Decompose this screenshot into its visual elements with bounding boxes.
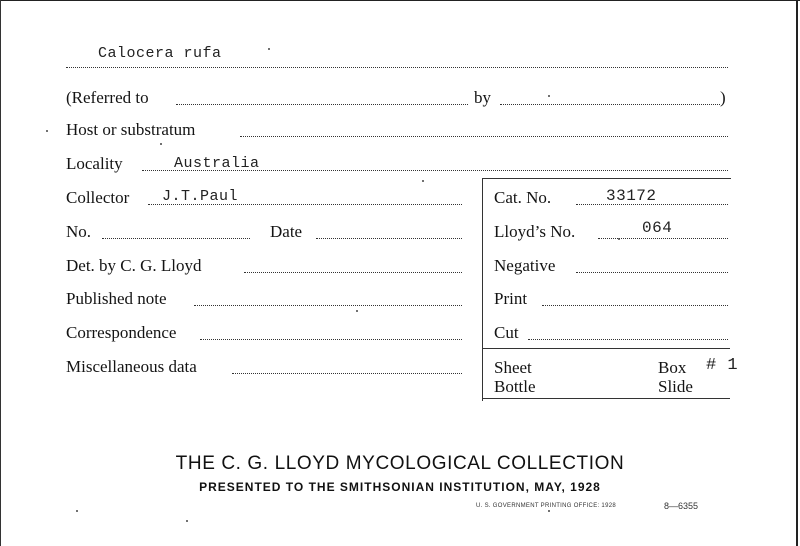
referred-to-label: (Referred to [66, 88, 149, 107]
collection-title: THE C. G. LLOYD MYCOLOGICAL COLLECTION [175, 453, 625, 474]
catalog-box-divider [482, 348, 730, 349]
cut-line [528, 339, 728, 340]
misc-data-line [232, 373, 462, 374]
host-line [240, 136, 728, 137]
misc-data-label: Miscellaneous data [66, 357, 197, 376]
print-line [542, 305, 728, 306]
printer-imprint: U. S. GOVERNMENT PRINTING OFFICE: 1928 [476, 503, 616, 509]
no-line [102, 238, 250, 239]
scan-speck [160, 143, 162, 145]
print-label: Print [494, 289, 528, 308]
det-by-line [244, 272, 462, 273]
collector-label: Collector [66, 188, 130, 207]
bottle-label: Bottle [494, 377, 536, 396]
close-paren: ) [720, 88, 726, 107]
referred-to-line [176, 104, 468, 105]
lloyds-no-label: Lloyd’s No. [494, 222, 576, 241]
scan-speck [548, 95, 550, 97]
no-label: No. [66, 222, 92, 241]
scan-speck [46, 130, 48, 132]
box-label: Box [658, 358, 687, 377]
negative-line [576, 272, 728, 273]
det-by-label: Det. by C. G. Lloyd [66, 256, 202, 275]
species-name: Calocera rufa [98, 45, 222, 62]
published-note-label: Published note [66, 289, 167, 308]
scan-speck [356, 310, 358, 312]
scan-speck [76, 510, 78, 512]
locality-label: Locality [66, 154, 123, 173]
correspondence-label: Correspondence [66, 323, 177, 342]
catalog-box-bottom [482, 398, 730, 399]
by-label: by [474, 88, 491, 107]
date-label: Date [270, 222, 303, 241]
box-value: # 1 [706, 356, 739, 375]
negative-label: Negative [494, 256, 556, 275]
card-top-edge [0, 0, 800, 1]
scan-speck [422, 180, 424, 182]
date-line [316, 238, 462, 239]
cat-no-value: 33172 [606, 187, 657, 205]
scan-speck [186, 520, 188, 522]
lloyds-no-value: 064 [642, 219, 673, 237]
species-line [66, 67, 728, 68]
collector-value: J.T.Paul [162, 188, 239, 205]
sheet-label: Sheet [494, 358, 532, 377]
cat-no-label: Cat. No. [494, 188, 552, 207]
form-number: 8—6355 [664, 501, 699, 511]
scan-speck [548, 510, 550, 512]
host-label: Host or substratum [66, 120, 196, 139]
slide-label: Slide [658, 377, 693, 396]
published-note-line [194, 305, 462, 306]
by-line [500, 104, 720, 105]
collection-subtitle: PRESENTED TO THE SMITHSONIAN INSTITUTION, MAY, 1928 [199, 480, 601, 494]
cut-label: Cut [494, 323, 519, 342]
scan-speck [268, 48, 270, 50]
correspondence-line [200, 339, 462, 340]
scan-speck [618, 238, 620, 240]
locality-value: Australia [174, 155, 260, 172]
